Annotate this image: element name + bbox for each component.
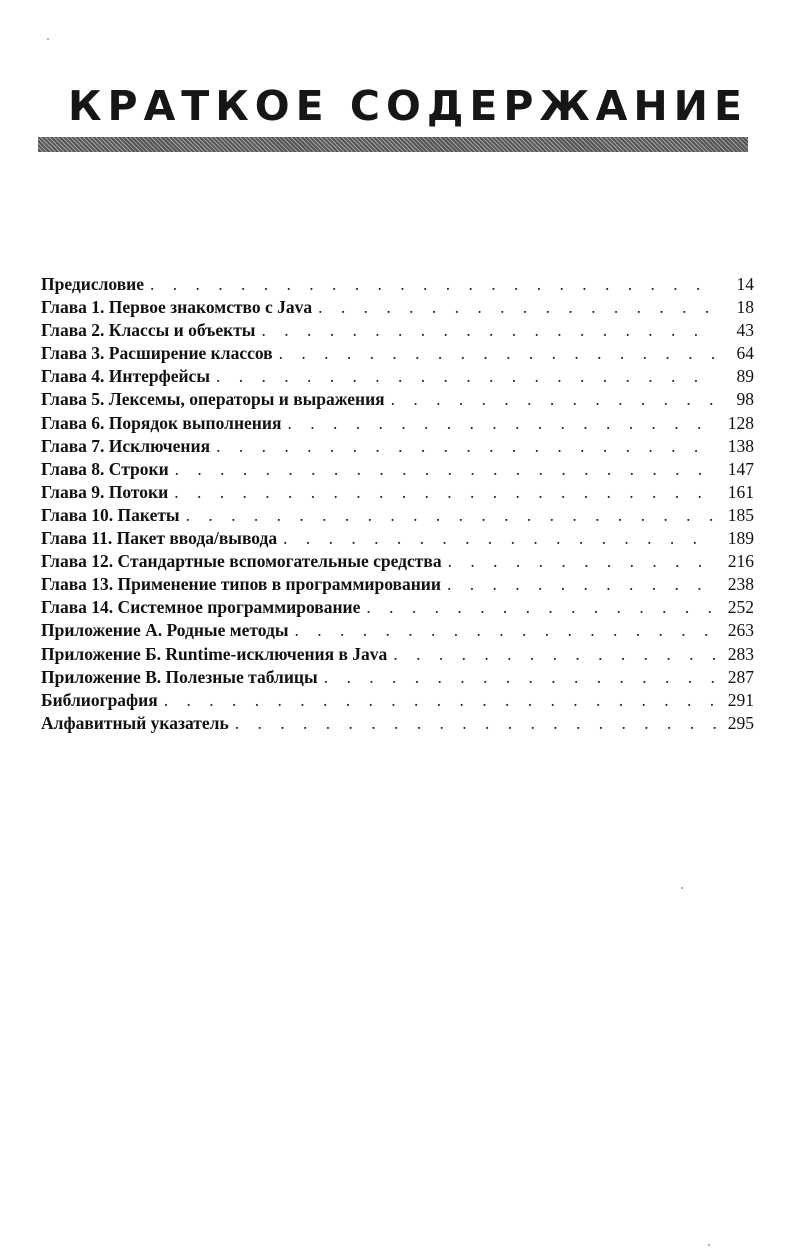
toc-entry-title: Предисловие (41, 274, 145, 294)
dot-leader (261, 319, 716, 342)
toc-entry[interactable] (41, 342, 754, 365)
dot-leader (366, 596, 716, 619)
dot-leader (235, 712, 716, 735)
toc-entry-title: Глава 12. Стандартные вспомогательные средства (41, 551, 442, 572)
toc-entry[interactable] (41, 619, 754, 642)
toc-entry[interactable] (41, 596, 754, 619)
toc-entry-title: Глава 6. Порядок выполнения (41, 412, 282, 433)
toc-entry-page: 14 (736, 274, 754, 294)
toc-entry-page: 185 (727, 504, 754, 525)
toc-entry[interactable] (41, 365, 754, 388)
toc-entry[interactable] (41, 273, 754, 296)
dot-leader (318, 296, 716, 319)
toc-entry-page: 89 (736, 366, 754, 387)
page-title: КРАТКОЕ СОДЕРЖАНИЕ (68, 82, 748, 130)
toc-entry-page: 64 (736, 343, 754, 364)
dot-leader (295, 619, 716, 642)
dot-leader (283, 527, 716, 550)
toc-entry-page: 161 (727, 481, 754, 502)
toc-entry[interactable] (41, 550, 754, 573)
dot-leader (448, 550, 716, 573)
dot-leader (150, 273, 716, 296)
toc-entry-page: 252 (727, 597, 754, 618)
dot-leader (447, 573, 716, 596)
dot-leader (391, 388, 716, 411)
toc-entry-page: 291 (727, 689, 754, 710)
toc-entry-page: 128 (727, 412, 754, 433)
scan-speck (47, 38, 49, 40)
toc-entry[interactable] (41, 666, 754, 689)
toc-entry-title: Глава 3. Расширение классов (41, 343, 273, 364)
table-of-contents (41, 273, 754, 735)
toc-entry[interactable] (41, 573, 754, 596)
toc-entry[interactable] (41, 388, 754, 411)
toc-entry[interactable] (41, 458, 754, 481)
dot-leader (186, 504, 716, 527)
toc-entry[interactable] (41, 481, 754, 504)
toc-entry-title: Глава 14. Системное программирование (41, 597, 361, 618)
toc-entry[interactable] (41, 296, 754, 319)
toc-entry-page: 43 (736, 320, 754, 341)
toc-entry-page: 138 (727, 435, 754, 456)
toc-entry-page: 287 (727, 666, 754, 687)
toc-entry-title: Глава 5. Лексемы, операторы и выражения (41, 389, 385, 410)
toc-entry-title: Библиография (41, 689, 158, 710)
toc-entry-page: 263 (727, 620, 754, 641)
scan-speck (681, 887, 683, 889)
toc-entry-title: Глава 4. Интерфейсы (41, 366, 210, 387)
toc-entry[interactable] (41, 712, 754, 735)
toc-entry-title: Глава 10. Пакеты (41, 504, 180, 525)
toc-entry-title: Приложение А. Родные методы (41, 620, 289, 641)
toc-entry[interactable] (41, 527, 754, 550)
toc-entry-page: 238 (727, 574, 754, 595)
toc-entry-title: Глава 11. Пакет ввода/вывода (41, 528, 278, 549)
title-rule (38, 137, 748, 152)
dot-leader (279, 342, 716, 365)
toc-entry-title: Глава 7. Исключения (41, 435, 211, 456)
toc-entry-title: Алфавитный указатель (41, 712, 229, 733)
dot-leader (216, 365, 716, 388)
toc-entry-page: 18 (736, 297, 754, 318)
toc-entry-title: Глава 2. Классы и объекты (41, 320, 256, 341)
dot-leader (174, 481, 716, 504)
toc-entry-page: 283 (727, 643, 754, 664)
dot-leader (393, 643, 716, 666)
toc-entry-title: Приложение Б. Runtime-исключения в Java (41, 643, 388, 664)
toc-entry-title: Глава 13. Применение типов в программировании (41, 574, 441, 595)
dot-leader (175, 458, 716, 481)
dot-leader (324, 666, 716, 689)
dot-leader (287, 412, 716, 435)
toc-entry[interactable] (41, 689, 754, 712)
toc-entry[interactable] (41, 412, 754, 435)
toc-entry[interactable] (41, 504, 754, 527)
toc-entry-page: 189 (727, 528, 754, 549)
dot-leader (164, 689, 716, 712)
toc-entry-page: 98 (736, 389, 754, 410)
toc-entry-title: Приложение В. Полезные таблицы (41, 666, 318, 687)
toc-entry[interactable] (41, 643, 754, 666)
toc-entry[interactable] (41, 319, 754, 342)
toc-entry-title: Глава 8. Строки (41, 458, 169, 479)
toc-entry[interactable] (41, 435, 754, 458)
scan-speck (708, 1244, 710, 1246)
dot-leader (216, 435, 716, 458)
toc-entry-title: Глава 9. Потоки (41, 481, 169, 502)
toc-entry-page: 147 (727, 458, 754, 479)
toc-entry-page: 216 (727, 551, 754, 572)
toc-entry-title: Глава 1. Первое знакомство с Java (41, 297, 313, 318)
toc-entry-page: 295 (727, 712, 754, 733)
